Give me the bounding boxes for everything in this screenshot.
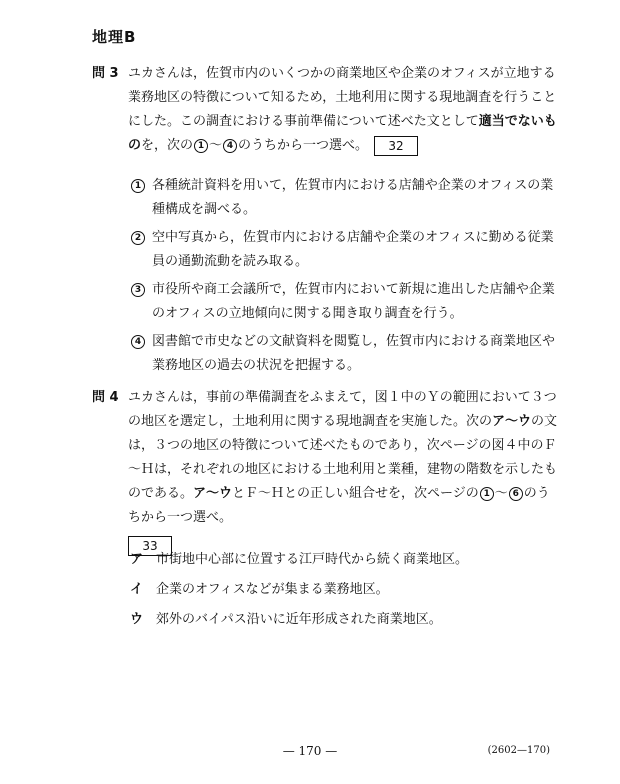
statement-u-text: 郊外のバイパス沿いに近年形成された商業地区。 <box>156 612 442 627</box>
question-3-options <box>130 174 562 382</box>
range-start-marker: 1 <box>194 139 208 153</box>
option-1-text: 各種統計資料を用いて，佐賀市内における店舗や企業のオフィスの業種構成を調べる。 <box>152 178 554 217</box>
statement-i-mark: イ <box>130 582 144 597</box>
option-2-text: 空中写真から，佐賀市内における店舗や企業のオフィスに勤める従業員の通勤流動を読み取る。 <box>152 230 554 269</box>
option-1[interactable] <box>130 174 562 222</box>
option-3-text: 市役所や商工会議所で，佐賀市内において新規に進出した店舗や企業のオフィスの立地傾向に関する聞き取り調査を行う。 <box>152 282 555 321</box>
statement-u-mark: ウ <box>130 612 144 627</box>
question-4-number: 問 4 <box>92 390 119 405</box>
question-4-text-a: ユカさんは，事前の準備調査をふまえて，図１中のＹの範囲において３つの地区を選定し，土地利用に関する現地調査を実施した。次の <box>128 390 557 429</box>
question-4-text-d: は，それぞれの地区における土地利用と業種，建物の階数を示したものである。 <box>128 462 558 501</box>
question-4-text-e: とＦ～Ｈとの正しい組合せを，次ページの <box>232 486 479 501</box>
question-3-text-b: を，次の <box>141 138 194 153</box>
option-2-marker: 2 <box>131 231 145 245</box>
option-3[interactable] <box>130 278 562 326</box>
question-4-emphasis-1: ア～ウ <box>492 414 532 429</box>
range-separator-q4: ～ <box>494 486 508 501</box>
option-2[interactable] <box>130 226 562 274</box>
question-4-text-c: Ｆ～Ｈ <box>128 438 557 477</box>
question-3-text <box>128 62 562 158</box>
subject-title: 地理B <box>92 28 137 46</box>
statement-a <box>130 548 562 572</box>
range-end-marker: 4 <box>223 139 237 153</box>
question-3-text-a: ユカさんは，佐賀市内のいくつかの商業地区や企業のオフィスが立地する業務地区の特徴について知るため，土地利用に関する現地調査を行うことにした。この調査における事前準備について述べた文として <box>128 66 557 129</box>
option-4-marker: 4 <box>131 335 145 349</box>
option-4-text: 図書館で市史などの文献資料を閲覧し，佐賀市内における商業地区や業務地区の過去の状況を把握する。 <box>152 334 556 373</box>
range-end-marker-q4: 6 <box>509 487 523 501</box>
statement-i <box>130 578 562 602</box>
answer-box-32[interactable]: 32 <box>374 136 418 156</box>
statement-a-text: 市街地中心部に位置する江戸時代から続く商業地区。 <box>156 552 469 567</box>
range-separator: ～ <box>209 138 223 153</box>
option-3-marker: 3 <box>131 283 145 297</box>
range-start-marker-q4: 1 <box>480 487 494 501</box>
question-3-emphasis: 適当でないもの <box>128 114 557 153</box>
question-4 <box>92 386 562 558</box>
question-4-text-b: の文は，３つの地区の特徴について述べたものであり，次ページの図４中の <box>128 414 558 453</box>
page-number: — 170 — <box>282 744 338 758</box>
question-3-text-c: のうちから一つ選べ。 <box>238 138 369 153</box>
question-4-text-f: のうちから一つ選べ。 <box>128 486 550 525</box>
statement-a-mark: ア <box>130 552 144 567</box>
question-3 <box>92 62 562 158</box>
page-code: (2602—170) <box>487 745 550 756</box>
question-4-text <box>128 386 562 558</box>
option-1-marker: 1 <box>131 179 145 193</box>
question-4-emphasis-2: ア～ウ <box>193 486 233 501</box>
answer-box-33[interactable]: 33 <box>128 536 172 556</box>
question-3-number: 問 3 <box>92 66 119 81</box>
statement-i-text: 企業のオフィスなどが集まる業務地区。 <box>156 582 389 597</box>
statement-list <box>130 548 562 638</box>
statement-u <box>130 608 562 632</box>
option-4[interactable] <box>130 330 562 378</box>
